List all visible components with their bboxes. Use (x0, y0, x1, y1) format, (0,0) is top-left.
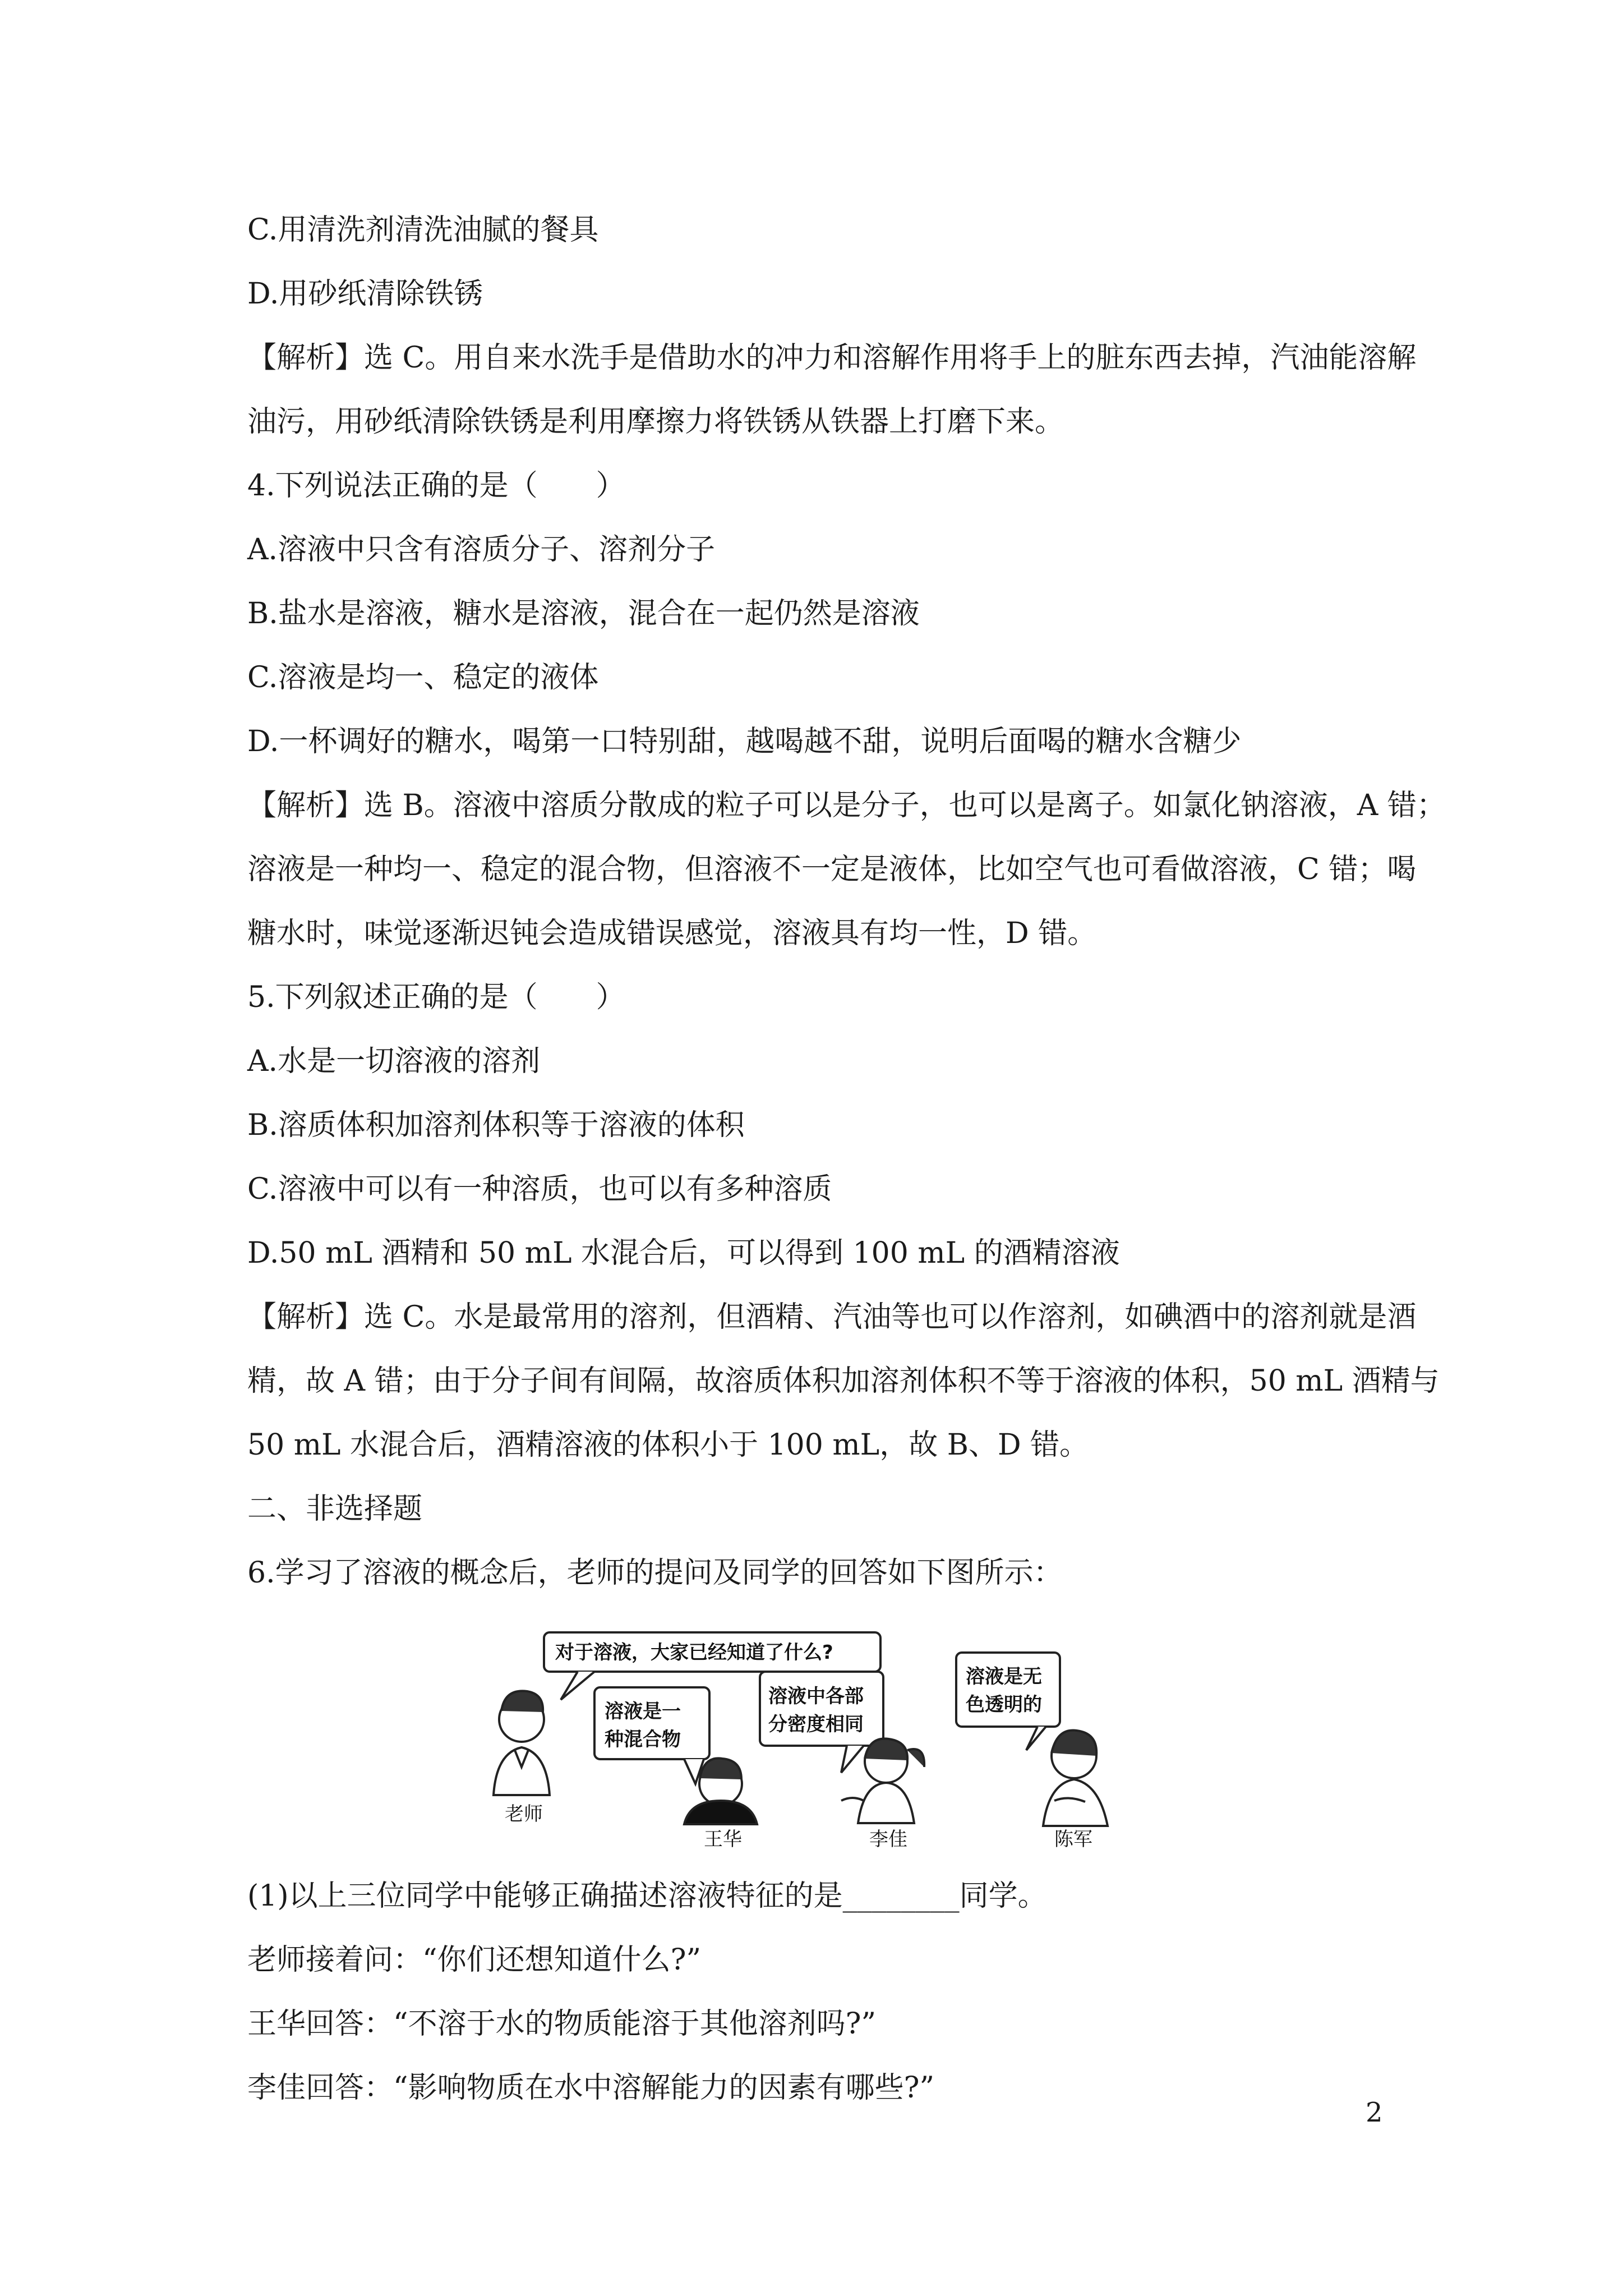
analysis-q3-line2: 油污，用砂纸清除铁锈是利用摩擦力将铁锈从铁器上打磨下来。 (247, 405, 1064, 439)
page-number: 2 (1366, 2097, 1383, 2128)
teacher-figure (494, 1691, 550, 1795)
question-6-part1: (1)以上三位同学中能够正确描述溶液特征的是________同学。 (247, 1879, 1047, 1913)
wanghua-bubble-line1: 溶液是一 (605, 1700, 681, 1723)
name-wanghua: 王华 (704, 1828, 742, 1851)
option-c-q5: C.溶液中可以有一种溶质，也可以有多种溶质 (247, 1172, 832, 1206)
teacher-bubble-text: 对于溶液，大家已经知道了什么? (555, 1641, 833, 1664)
option-d-q5: D.50 mL 酒精和 50 mL 水混合后，可以得到 100 mL 的酒精溶液 (247, 1236, 1120, 1270)
teacher-followup: 老师接着问：“你们还想知道什么?” (247, 1943, 702, 1977)
chenjun-figure (1043, 1731, 1108, 1826)
option-c-q4: C.溶液是均一、稳定的液体 (247, 661, 599, 694)
option-d-q4: D.一杯调好的糖水，喝第一口特别甜，越喝越不甜，说明后面喝的糖水含糖少 (247, 725, 1242, 758)
question-5: 5.下列叙述正确的是（ ） (247, 981, 625, 1014)
wanghua-bubble-line2: 种混合物 (605, 1728, 681, 1751)
chenjun-bubble-line2: 色透明的 (966, 1694, 1042, 1716)
chenjun-bubble-line1: 溶液是无 (966, 1665, 1042, 1688)
analysis-q4-line1: 【解析】选 B。溶液中溶质分散成的粒子可以是分子，也可以是离子。如氯化钠溶液，A 错； (247, 789, 1446, 822)
section-heading: 二、非选择题 (247, 1492, 423, 1526)
analysis-q5-line2: 精，故 A 错；由于分子间有间隔，故溶质体积加溶剂体积不等于溶液的体积，50 mL 酒精与 (247, 1364, 1440, 1398)
dialogue-figure (482, 1616, 1166, 1851)
name-lijia: 李佳 (869, 1828, 907, 1851)
question-4: 4.下列说法正确的是（ ） (247, 469, 625, 503)
lijia-bubble-line2: 分密度相同 (768, 1713, 864, 1736)
lijia-bubble-line1: 溶液中各部 (768, 1685, 864, 1708)
option-d-q3: D.用砂纸清除铁锈 (247, 277, 483, 311)
name-teacher: 老师 (505, 1803, 543, 1825)
analysis-q5-line1: 【解析】选 C。水是最常用的溶剂，但酒精、汽油等也可以作溶剂，如碘酒中的溶剂就是酒 (247, 1300, 1417, 1334)
analysis-q4-line3: 糖水时，味觉逐渐迟钝会造成错误感觉，溶液具有均一性，D 错。 (247, 917, 1097, 950)
option-b-q4: B.盐水是溶液，糖水是溶液，混合在一起仍然是溶液 (247, 597, 920, 631)
option-a-q4: A.溶液中只含有溶质分子、溶剂分子 (247, 533, 716, 567)
option-a-q5: A.水是一切溶液的溶剂 (247, 1045, 541, 1078)
option-c-q3: C.用清洗剂清洗油腻的餐具 (247, 213, 599, 247)
name-chenjun: 陈军 (1054, 1828, 1092, 1851)
analysis-q3-line1: 【解析】选 C。用自来水洗手是借助水的冲力和溶解作用将手上的脏东西去掉，汽油能溶解 (247, 341, 1417, 375)
wanghua-answer: 王华回答：“不溶于水的物质能溶于其他溶剂吗?” (247, 2007, 877, 2041)
analysis-q5-line3: 50 mL 水混合后，酒精溶液的体积小于 100 mL，故 B、D 错。 (247, 1428, 1089, 1462)
question-6: 6.学习了溶液的概念后，老师的提问及同学的回答如下图所示： (247, 1556, 1063, 1590)
analysis-q4-line2: 溶液是一种均一、稳定的混合物，但溶液不一定是液体，比如空气也可看做溶液，C 错；喝 (247, 853, 1417, 886)
lijia-answer: 李佳回答：“影响物质在水中溶解能力的因素有哪些?” (247, 2071, 935, 2105)
option-b-q5: B.溶质体积加溶剂体积等于溶液的体积 (247, 1108, 745, 1142)
